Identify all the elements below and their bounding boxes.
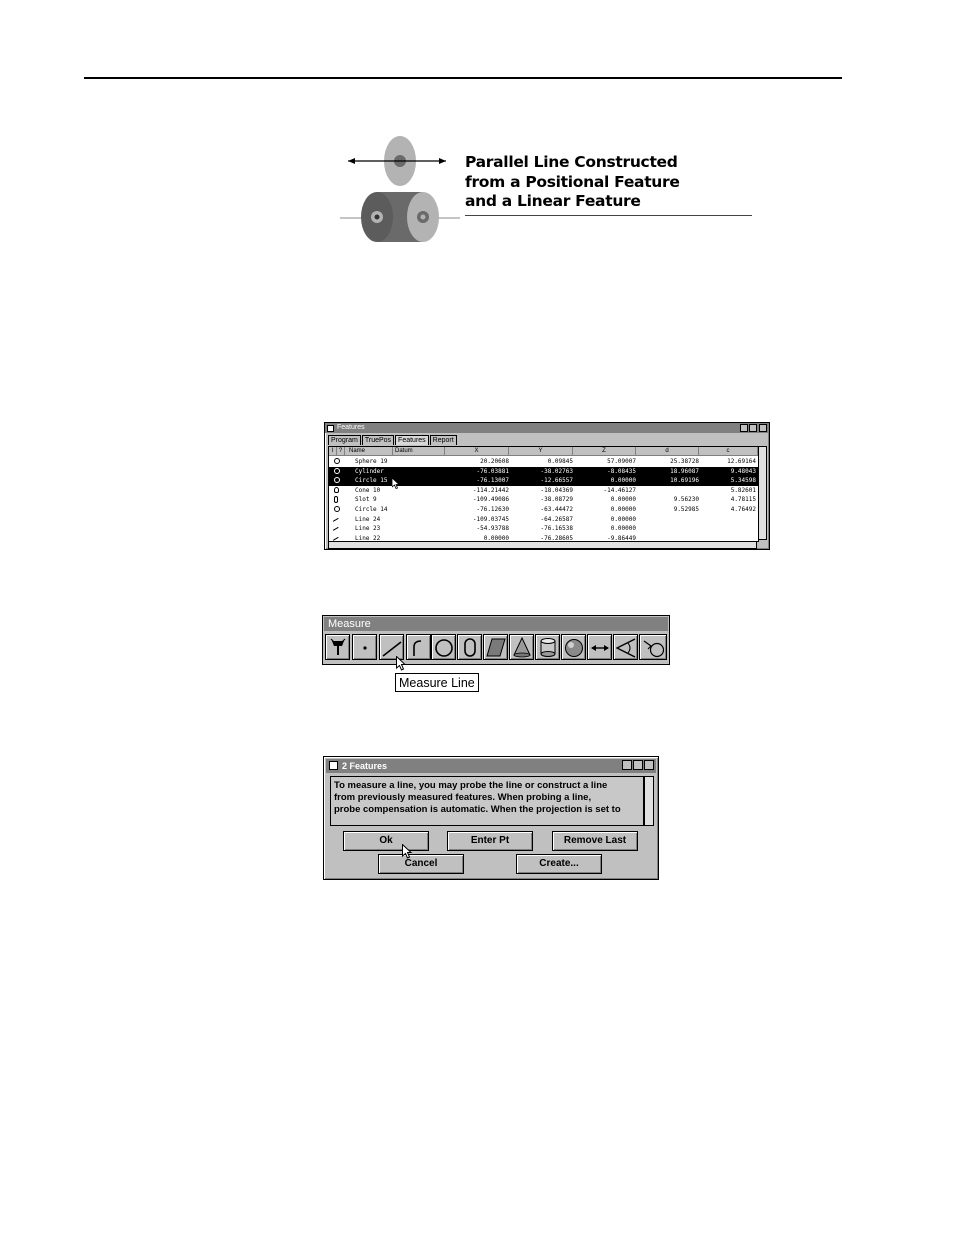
measure-line-tooltip: Measure Line — [395, 673, 479, 692]
measure-arc-button[interactable] — [406, 634, 431, 660]
column-header-y[interactable]: Y — [509, 447, 573, 456]
auto-icon — [642, 637, 666, 658]
maximize-button[interactable] — [749, 424, 757, 432]
measure-toolbar-title: Measure — [324, 617, 668, 631]
mouse-pointer-icon — [402, 844, 412, 859]
column-header-i[interactable]: I — [329, 447, 337, 456]
probe-icon — [328, 637, 348, 658]
vertical-scrollbar[interactable] — [758, 446, 767, 540]
minimize-button[interactable] — [740, 424, 748, 432]
cone-icon — [512, 637, 532, 658]
measure-circle-button[interactable] — [431, 634, 456, 660]
measure-toolbar — [322, 615, 670, 665]
cell-y: -76.16538 — [540, 525, 573, 533]
cell-y: -18.04369 — [540, 486, 573, 494]
cell-y: 0.09845 — [547, 458, 573, 465]
cell-c: 12.69164 — [727, 458, 756, 465]
features-window-title: Features — [337, 424, 365, 431]
cell-name: Slot 9 — [355, 496, 377, 504]
help-text-line: from previously measured features. When probing a line, — [334, 792, 592, 803]
measure-cylinder-button[interactable] — [535, 634, 560, 660]
cell-y: -38.08729 — [540, 496, 573, 504]
dialog-title: 2 Features — [342, 761, 388, 771]
cell-y: -76.28605 — [540, 534, 573, 542]
cell-c: 4.76492 — [730, 506, 756, 513]
measure-slot-button[interactable] — [457, 634, 482, 660]
section-title-line-2: from a Positional Feature — [465, 173, 680, 191]
cell-name: Line 23 — [355, 525, 381, 533]
cell-d: 25.38728 — [670, 458, 699, 465]
section-logo-graphic — [340, 132, 460, 244]
cell-y: -63.44472 — [540, 506, 573, 513]
cylinder-icon — [538, 637, 558, 658]
measure-plane-button[interactable] — [483, 634, 508, 660]
window-menu-icon[interactable] — [327, 425, 334, 432]
cell-z: -14.46127 — [603, 486, 636, 494]
slot-icon — [460, 637, 480, 658]
circle-icon — [434, 637, 454, 658]
maximize-button[interactable] — [633, 760, 643, 770]
table-row[interactable] — [329, 505, 758, 515]
table-row[interactable] — [329, 467, 758, 477]
mouse-pointer-icon — [392, 478, 400, 489]
column-header-d[interactable]: d — [636, 447, 699, 456]
slot-icon — [334, 496, 338, 503]
cell-name: Circle 15 — [355, 477, 388, 485]
cell-name: Cylinder — [355, 467, 384, 475]
cell-z: 0.00000 — [610, 515, 636, 523]
angle-icon — [616, 637, 636, 658]
cell-x: -76.03881 — [476, 467, 509, 475]
cell-x: -114.21442 — [472, 486, 509, 494]
create-button[interactable]: Create... — [516, 854, 602, 874]
two-features-dialog — [323, 756, 659, 880]
column-header-z[interactable]: Z — [573, 447, 636, 456]
tab-program[interactable]: Program — [328, 435, 361, 445]
cell-z: 0.00000 — [610, 525, 636, 533]
cell-x: -76.13007 — [476, 477, 509, 485]
column-header-name[interactable]: Name — [345, 447, 393, 456]
cell-x: -54.93788 — [476, 525, 509, 533]
help-text-scrollbar[interactable] — [644, 776, 654, 826]
sphere-icon — [334, 458, 340, 464]
measure-sphere-button[interactable] — [561, 634, 586, 660]
cell-d: 9.52985 — [673, 506, 699, 513]
cancel-button[interactable]: Cancel — [378, 854, 464, 874]
measure-distance-button[interactable] — [587, 634, 612, 660]
measure-angle-button[interactable] — [613, 634, 638, 660]
cell-name: Cone 10 — [355, 486, 381, 494]
cell-y: -12.66557 — [540, 477, 573, 485]
features-grid — [328, 446, 759, 542]
column-header-status[interactable]: ? — [337, 447, 345, 456]
point-icon — [355, 637, 375, 658]
cone-icon — [334, 487, 339, 493]
plane-icon — [486, 637, 506, 658]
measure-cone-button[interactable] — [509, 634, 534, 660]
title-underline — [465, 215, 752, 216]
table-row[interactable] — [329, 524, 758, 534]
cell-z: -9.86449 — [607, 534, 636, 542]
cell-y: -64.26587 — [540, 515, 573, 523]
cell-c: 5.34598 — [730, 477, 756, 485]
cell-z: 0.00000 — [610, 477, 636, 485]
cell-d: 9.56230 — [673, 496, 699, 504]
cell-x: -76.12630 — [476, 506, 509, 513]
circle-icon — [334, 477, 340, 483]
tab-truepos[interactable]: TruePos — [362, 435, 394, 445]
help-text-line: probe compensation is automatic. When the projection is set to — [334, 804, 621, 815]
cell-z: -8.08435 — [607, 467, 636, 475]
table-row[interactable] — [329, 495, 758, 505]
cell-name: Line 24 — [355, 515, 381, 523]
measure-auto-button[interactable] — [639, 634, 667, 660]
ok-button[interactable]: Ok — [343, 831, 429, 851]
features-titlebar — [325, 423, 769, 433]
cell-z: 0.00000 — [610, 506, 636, 513]
features-window — [324, 422, 770, 550]
cell-x: 0.00000 — [483, 534, 509, 542]
table-row[interactable] — [329, 515, 758, 525]
cylinder-icon — [334, 468, 340, 474]
section-title-line-3: and a Linear Feature — [465, 192, 641, 210]
horizontal-scrollbar[interactable] — [328, 541, 757, 549]
enter-pt-button[interactable]: Enter Pt — [447, 831, 533, 851]
cell-x: 20.20608 — [480, 458, 509, 465]
cell-x: -109.49086 — [472, 496, 509, 504]
circle-icon — [334, 506, 340, 512]
minimize-button[interactable] — [622, 760, 632, 770]
cell-z: 0.00000 — [610, 496, 636, 504]
top-rule — [84, 77, 842, 79]
section-title-line-1: Parallel Line Constructed — [465, 153, 678, 171]
tab-features[interactable]: Features — [395, 435, 429, 445]
tab-report[interactable]: Report — [430, 435, 457, 445]
cell-name: Line 22 — [355, 534, 381, 542]
mouse-pointer-icon — [396, 656, 406, 671]
close-button[interactable] — [759, 424, 767, 432]
column-header-x[interactable]: X — [445, 447, 509, 456]
dialog-titlebar — [326, 759, 656, 773]
features-tab-strip — [328, 435, 458, 445]
arc-icon — [409, 637, 429, 658]
cell-c: 4.78115 — [730, 496, 756, 504]
help-text-line: To measure a line, you may probe the line or construct a line — [334, 780, 608, 791]
measure-point-button[interactable] — [352, 634, 377, 660]
column-header-datum[interactable]: Datum — [393, 447, 445, 456]
remove-last-button[interactable]: Remove Last — [552, 831, 638, 851]
cell-name: Circle 14 — [355, 506, 388, 513]
cell-c: 5.82601 — [730, 486, 756, 494]
cell-x: -109.03745 — [472, 515, 509, 523]
cell-name: Sphere 19 — [355, 458, 388, 465]
cell-c: 9.48043 — [730, 467, 756, 475]
cell-z: 57.09007 — [607, 458, 636, 465]
sphere-icon — [564, 637, 584, 658]
cell-d: 18.96087 — [670, 467, 699, 475]
cell-y: -38.02763 — [540, 467, 573, 475]
column-header-c[interactable]: c — [699, 447, 758, 456]
line-icon — [382, 637, 402, 658]
table-row[interactable] — [329, 457, 758, 467]
distance-icon — [590, 637, 610, 658]
close-button[interactable] — [644, 760, 654, 770]
dialog-help-text — [330, 776, 644, 826]
cell-d: 10.69196 — [670, 477, 699, 485]
window-menu-icon[interactable] — [329, 761, 338, 770]
measure-probe-button[interactable] — [325, 634, 350, 660]
